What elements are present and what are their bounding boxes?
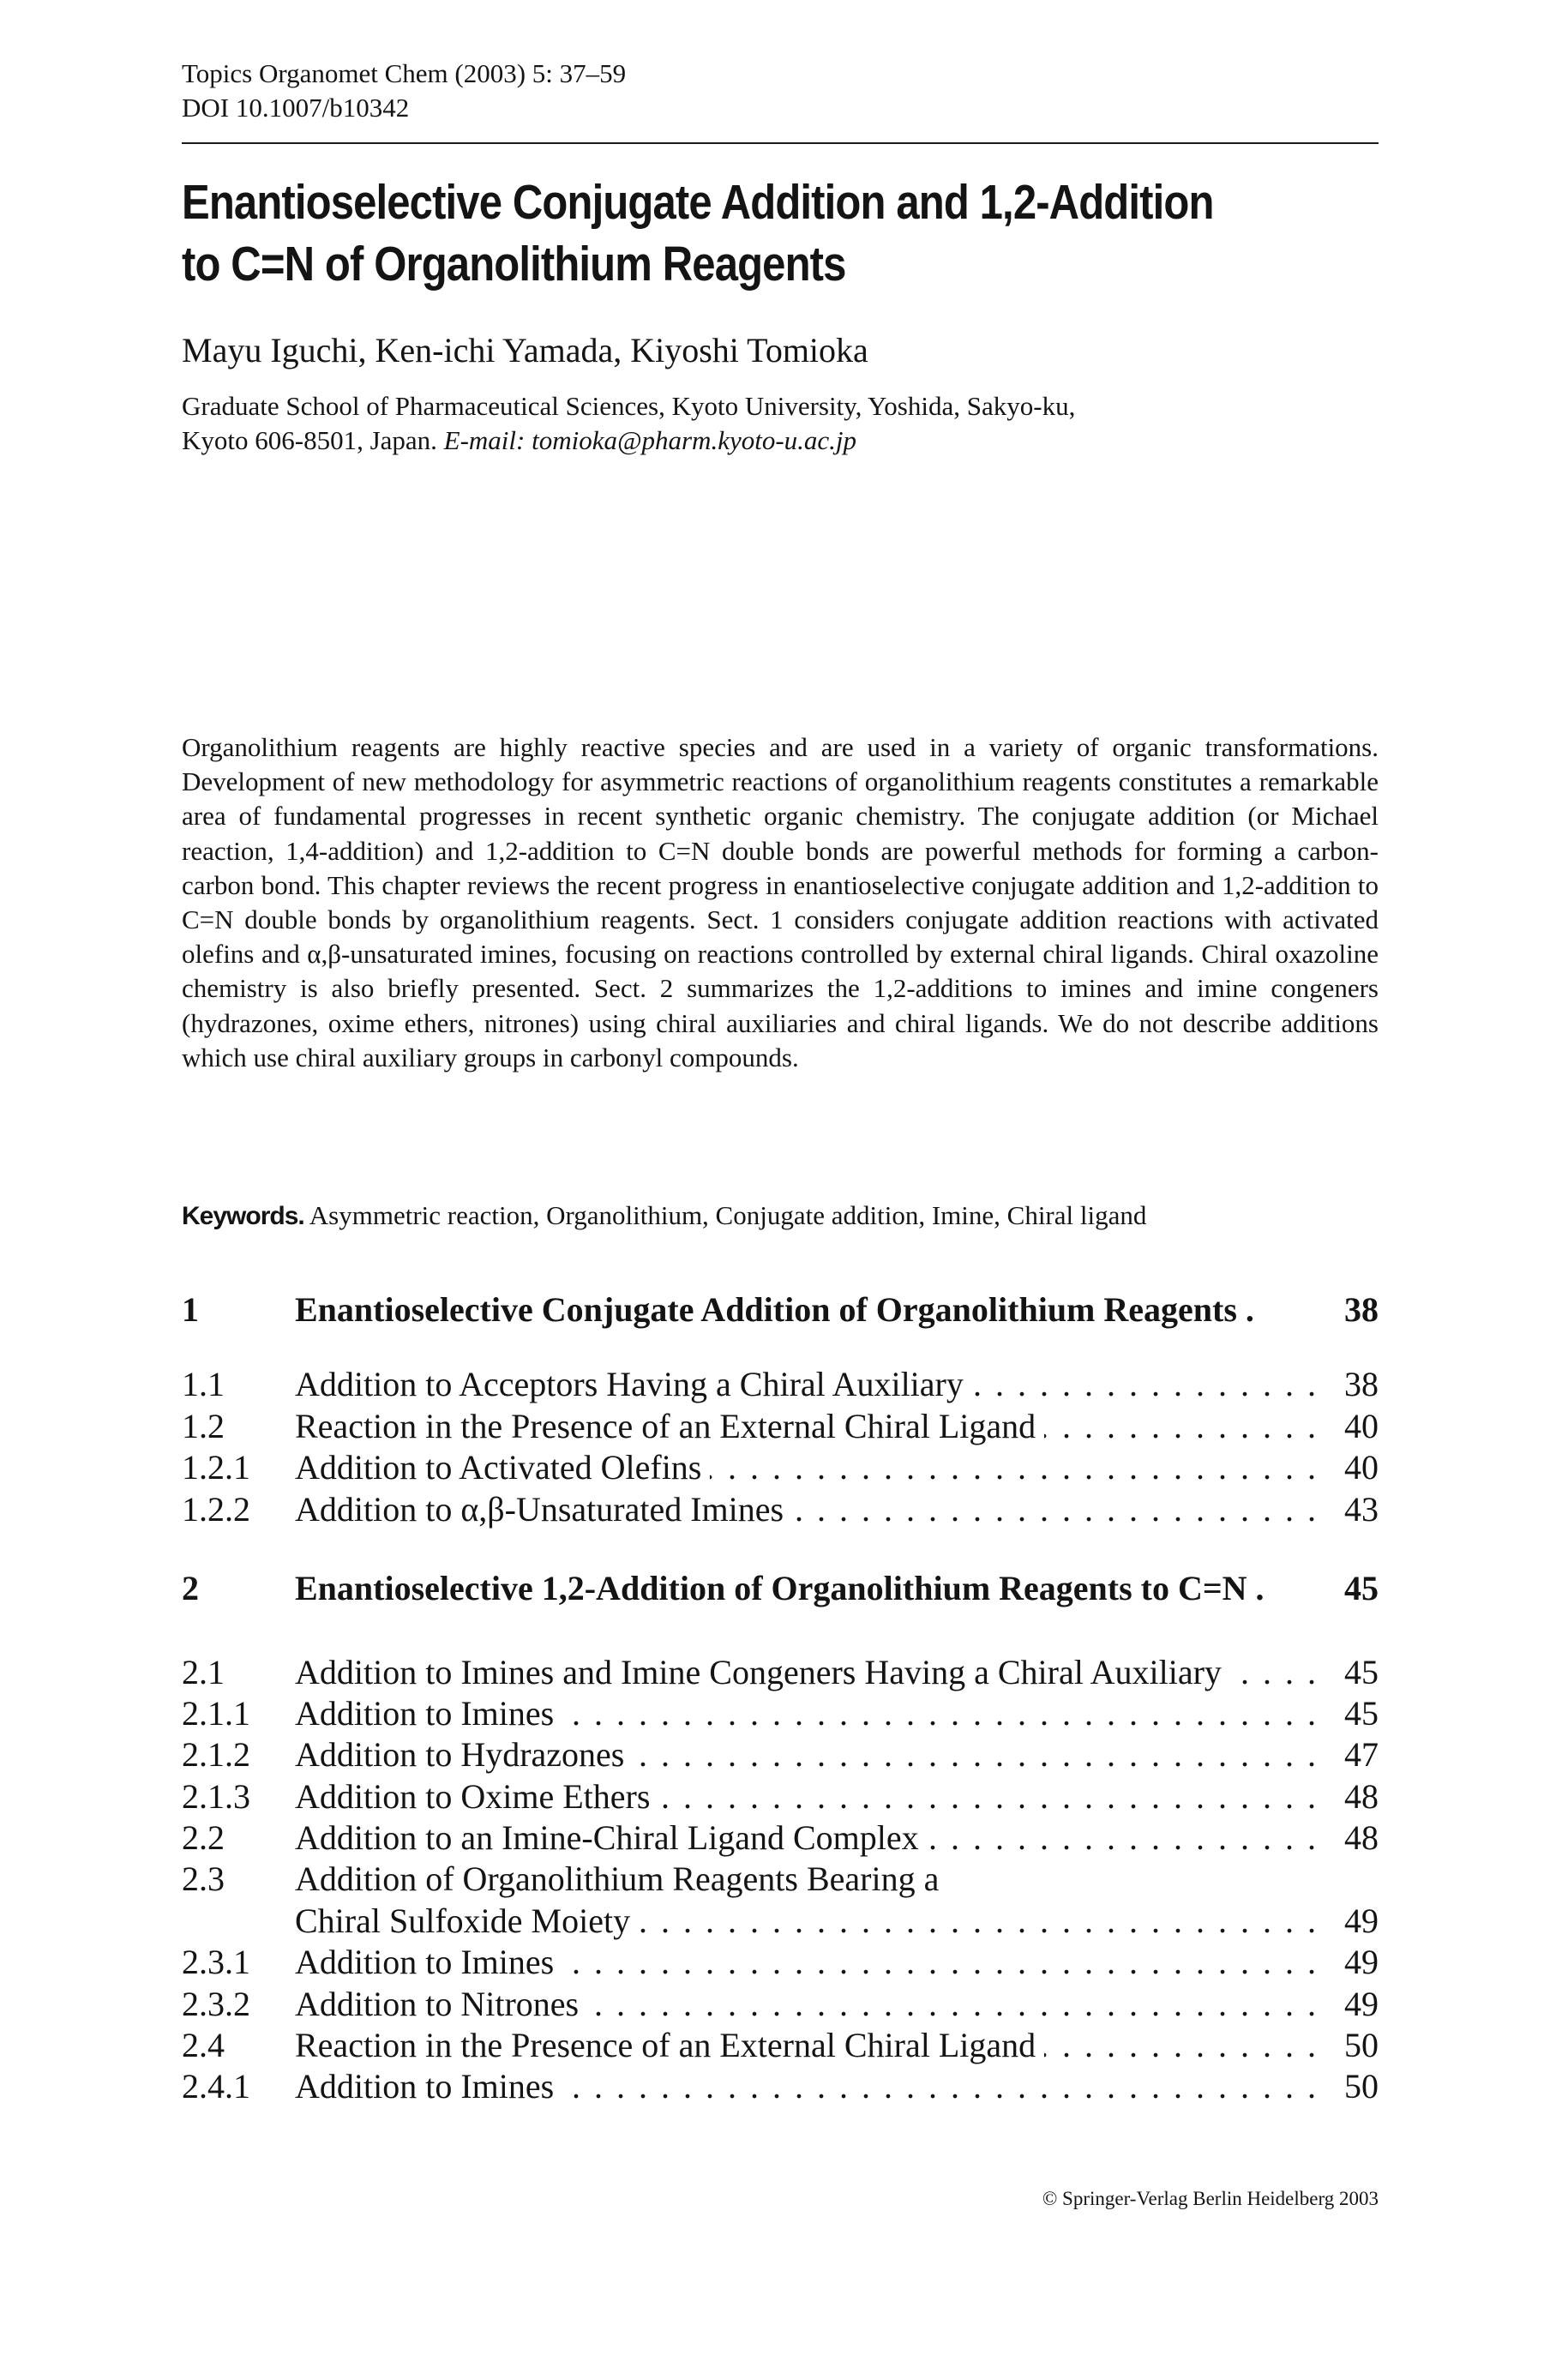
toc-page-number: 49 (1344, 1985, 1379, 2023)
toc-page-number: 43 (1344, 1490, 1379, 1529)
toc-number: 2.3.2 (182, 1985, 250, 2023)
toc-entry (182, 1447, 1379, 1488)
affiliation (182, 389, 1379, 458)
toc-entry (182, 2066, 1379, 2107)
toc-title: Addition to an Imine-Chiral Ligand Complex (295, 1818, 928, 1857)
toc-number: 2.1.3 (182, 1777, 250, 1816)
toc-entry (182, 1942, 1379, 1983)
toc-entry (182, 1859, 1379, 1900)
toc-title: Reaction in the Presence of an External Chiral Ligand (295, 1407, 1044, 1445)
toc-title: Addition of Organolithium Reagents Bearing a (295, 1859, 947, 1898)
affiliation-line-2: Kyoto 606-8501, Japan. (182, 425, 437, 455)
toc-page-number: 45 (1344, 1569, 1379, 1607)
toc-entry (182, 1901, 1379, 1942)
toc-page-number: 45 (1344, 1653, 1379, 1691)
toc-title: Reaction in the Presence of an External Chiral Ligand (295, 2026, 1044, 2064)
toc-entry (182, 1693, 1379, 1734)
toc-number: 2.4 (182, 2026, 225, 2064)
keywords-label: Keywords. (182, 1202, 304, 1230)
toc-entry (182, 1984, 1379, 2025)
toc-page-number: 40 (1344, 1407, 1379, 1445)
toc-number: 2.1.1 (182, 1694, 250, 1733)
toc-entry (182, 2025, 1379, 2066)
toc-page-number: 40 (1344, 1448, 1379, 1487)
toc-page-number: 49 (1344, 1943, 1379, 1981)
keywords (182, 1199, 1146, 1234)
toc-page-number: 38 (1344, 1290, 1379, 1329)
header-rule (182, 142, 1379, 144)
copyright: © Springer-Verlag Berlin Heidelberg 2003 (1042, 2188, 1379, 2209)
toc-number: 1.2.1 (182, 1448, 250, 1487)
toc-page-number: 45 (1344, 1694, 1379, 1733)
toc-number: 2.4.1 (182, 2067, 250, 2106)
author-email: E-mail: tomioka@pharm.kyoto-u.ac.jp (443, 425, 857, 455)
keywords-text: Asymmetric reaction, Organolithium, Conjugate addition, Imine, Chiral ligand (309, 1200, 1147, 1230)
toc-page-number: 50 (1344, 2026, 1379, 2064)
paper-title (182, 171, 1214, 295)
toc-title: Addition to Imines (295, 2067, 562, 2106)
toc-title: Addition to Imines and Imine Congeners Having a Chiral Auxiliary (295, 1653, 1230, 1691)
toc-title: Enantioselective 1,2-Addition of Organolithium Reagents to C=N . (295, 1569, 1273, 1607)
title-line-1: Enantioselective Conjugate Addition and 1,2-Addition (182, 175, 1214, 230)
toc-title: Addition to Activated Olefins (295, 1448, 710, 1487)
toc-title: Chiral Sulfoxide Moiety (295, 1901, 639, 1940)
toc-title: Addition to Hydrazones (295, 1735, 633, 1774)
toc-title: Addition to Oxime Ethers (295, 1777, 658, 1816)
toc-entry (182, 1734, 1379, 1775)
affiliation-line-1: Graduate School of Pharmaceutical Sciences, Kyoto University, Yoshida, Sakyo-ku, (182, 391, 1076, 421)
toc-number: 2.3.1 (182, 1943, 250, 1981)
toc-number: 2.1 (182, 1653, 225, 1691)
toc-page-number: 49 (1344, 1901, 1379, 1940)
title-line-2: to C=N of Organolithium Reagents (182, 237, 846, 291)
toc-number: 2.3 (182, 1859, 225, 1898)
toc-entry (182, 1817, 1379, 1859)
toc-title: Addition to Acceptors Having a Chiral Auxiliary (295, 1365, 972, 1403)
toc-number: 1 (182, 1290, 199, 1329)
toc-entry (182, 1652, 1379, 1693)
toc-number: 2 (182, 1569, 199, 1607)
toc-entry (182, 1489, 1379, 1530)
toc-entry (182, 1776, 1379, 1817)
toc-entry (182, 1289, 1379, 1331)
toc-entry (182, 1364, 1379, 1405)
doi: DOI 10.1007/b10342 (182, 93, 410, 123)
abstract: Organolithium reagents are highly reactive species and are used in a variety of organic transformations. Development of new methodology for asymmetric reactions of organolithium reagents constitutes a remarkable area of fundamental progresses in recent synthetic organic chemistry. The conjugate addition (or Michael reaction, 1,4-addition) and 1,2-addition to C=N double bonds are powerful methods for forming a carbon-carbon bond. This chapter reviews the recent progress in enantioselective conjugate addition and 1,2-addition to C=N double bonds by organolithium reagents. Sect. 1 considers conjugate addition reactions with activated olefins and α,β-unsaturated imines, focusing on reactions controlled by external chiral ligands. Chiral oxazoline chemistry is also briefly presented. Sect. 2 summarizes the 1,2-additions to imines and imine congeners (hydrazones, oxime ethers, nitrones) using chiral auxiliaries and chiral ligands. We do not describe additions which use chiral auxiliary groups in carbonyl compounds. (182, 732, 1379, 1072)
toc-number: 1.1 (182, 1365, 225, 1403)
toc-number: 2.1.2 (182, 1735, 250, 1774)
toc-title: Addition to Imines (295, 1943, 562, 1981)
toc-number: 2.2 (182, 1818, 225, 1857)
authors: Mayu Iguchi, Ken-ichi Yamada, Kiyoshi Tomioka (182, 331, 868, 369)
toc-title: Addition to Imines (295, 1694, 562, 1733)
toc-page-number: 48 (1344, 1777, 1379, 1816)
toc-entry (182, 1568, 1379, 1609)
toc-entry (182, 1406, 1379, 1447)
toc-title: Enantioselective Conjugate Addition of Organolithium Reagents . (295, 1290, 1263, 1329)
toc-page-number: 47 (1344, 1735, 1379, 1774)
journal-citation: Topics Organomet Chem (2003) 5: 37–59 (182, 58, 627, 88)
toc-title: Addition to α,β-Unsaturated Imines (295, 1490, 792, 1529)
toc-number: 1.2.2 (182, 1490, 250, 1529)
toc-page-number: 38 (1344, 1365, 1379, 1403)
toc-page-number: 50 (1344, 2067, 1379, 2106)
toc-title: Addition to Nitrones (295, 1985, 587, 2023)
toc-page-number: 48 (1344, 1818, 1379, 1857)
toc-number: 1.2 (182, 1407, 225, 1445)
